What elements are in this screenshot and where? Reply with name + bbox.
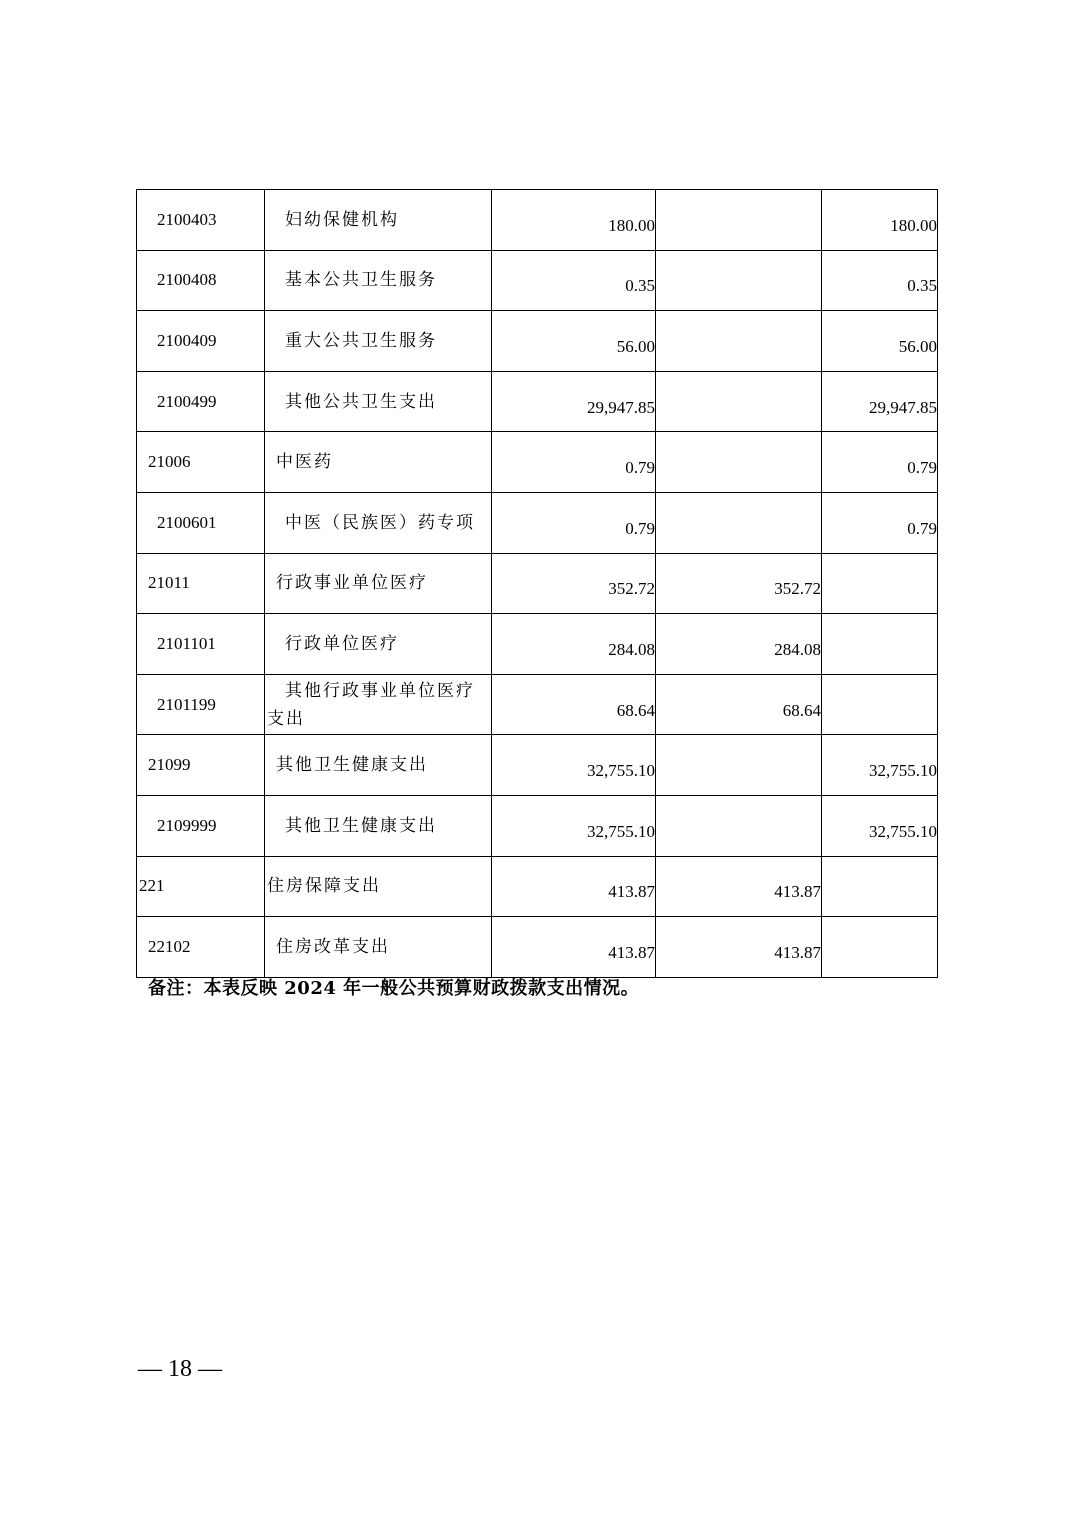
subject-name: 基本公共卫生服务 (265, 250, 492, 311)
subject-code: 2101101 (137, 614, 265, 675)
subject-name: 中医药 (265, 432, 492, 493)
subject-name: 重大公共卫生服务 (265, 311, 492, 372)
total-amount: 68.64 (492, 674, 656, 735)
table-row (137, 371, 938, 432)
total-amount: 284.08 (492, 614, 656, 675)
total-amount: 180.00 (492, 190, 656, 251)
table-row (137, 917, 938, 978)
total-amount: 0.35 (492, 250, 656, 311)
table-row (137, 614, 938, 675)
subject-code: 2109999 (137, 795, 265, 856)
subject-name: 行政事业单位医疗 (265, 553, 492, 614)
table-row (137, 190, 938, 251)
subject-name: 住房保障支出 (265, 856, 492, 917)
subject-name: 其他卫生健康支出 (265, 795, 492, 856)
subject-name: 妇幼保健机构 (265, 190, 492, 251)
subject-code: 21099 (137, 735, 265, 796)
project-expenditure (822, 614, 938, 675)
total-amount: 29,947.85 (492, 371, 656, 432)
basic-expenditure: 413.87 (656, 917, 822, 978)
table-row (137, 795, 938, 856)
basic-expenditure (656, 371, 822, 432)
project-expenditure (822, 917, 938, 978)
page-number: — 18 — (138, 1356, 222, 1382)
subject-name: 其他卫生健康支出 (265, 735, 492, 796)
project-expenditure: 0.79 (822, 492, 938, 553)
project-expenditure (822, 553, 938, 614)
project-expenditure: 0.79 (822, 432, 938, 493)
subject-code: 2100408 (137, 250, 265, 311)
total-amount: 413.87 (492, 917, 656, 978)
table-row (137, 492, 938, 553)
project-expenditure: 32,755.10 (822, 795, 938, 856)
subject-name: 其他行政事业单位医疗支出 (265, 674, 492, 735)
total-amount: 56.00 (492, 311, 656, 372)
subject-code: 2100499 (137, 371, 265, 432)
project-expenditure: 29,947.85 (822, 371, 938, 432)
project-expenditure: 32,755.10 (822, 735, 938, 796)
basic-expenditure (656, 492, 822, 553)
project-expenditure (822, 856, 938, 917)
table-row (137, 674, 938, 735)
basic-expenditure: 284.08 (656, 614, 822, 675)
table-row (137, 311, 938, 372)
total-amount: 0.79 (492, 492, 656, 553)
table-row (137, 856, 938, 917)
table-row (137, 250, 938, 311)
subject-code: 2101199 (137, 674, 265, 735)
table-footnote: 备注：本表反映 2024 年一般公共预算财政拨款支出情况。 (148, 978, 640, 999)
basic-expenditure: 68.64 (656, 674, 822, 735)
subject-name: 中医（民族医）药专项 (265, 492, 492, 553)
basic-expenditure: 352.72 (656, 553, 822, 614)
subject-name: 住房改革支出 (265, 917, 492, 978)
subject-code: 22102 (137, 917, 265, 978)
basic-expenditure (656, 735, 822, 796)
total-amount: 32,755.10 (492, 735, 656, 796)
project-expenditure: 180.00 (822, 190, 938, 251)
subject-name: 其他公共卫生支出 (265, 371, 492, 432)
basic-expenditure: 413.87 (656, 856, 822, 917)
subject-code: 2100403 (137, 190, 265, 251)
basic-expenditure (656, 311, 822, 372)
total-amount: 32,755.10 (492, 795, 656, 856)
subject-code: 2100409 (137, 311, 265, 372)
subject-code: 221 (137, 856, 265, 917)
subject-code: 21006 (137, 432, 265, 493)
subject-code: 2100601 (137, 492, 265, 553)
total-amount: 413.87 (492, 856, 656, 917)
basic-expenditure (656, 432, 822, 493)
total-amount: 0.79 (492, 432, 656, 493)
table-row (137, 735, 938, 796)
project-expenditure: 0.35 (822, 250, 938, 311)
project-expenditure (822, 674, 938, 735)
basic-expenditure (656, 250, 822, 311)
table-row (137, 432, 938, 493)
subject-name: 行政单位医疗 (265, 614, 492, 675)
total-amount: 352.72 (492, 553, 656, 614)
budget-expenditure-table (136, 189, 938, 978)
table-row (137, 553, 938, 614)
project-expenditure: 56.00 (822, 311, 938, 372)
basic-expenditure (656, 795, 822, 856)
basic-expenditure (656, 190, 822, 251)
subject-code: 21011 (137, 553, 265, 614)
